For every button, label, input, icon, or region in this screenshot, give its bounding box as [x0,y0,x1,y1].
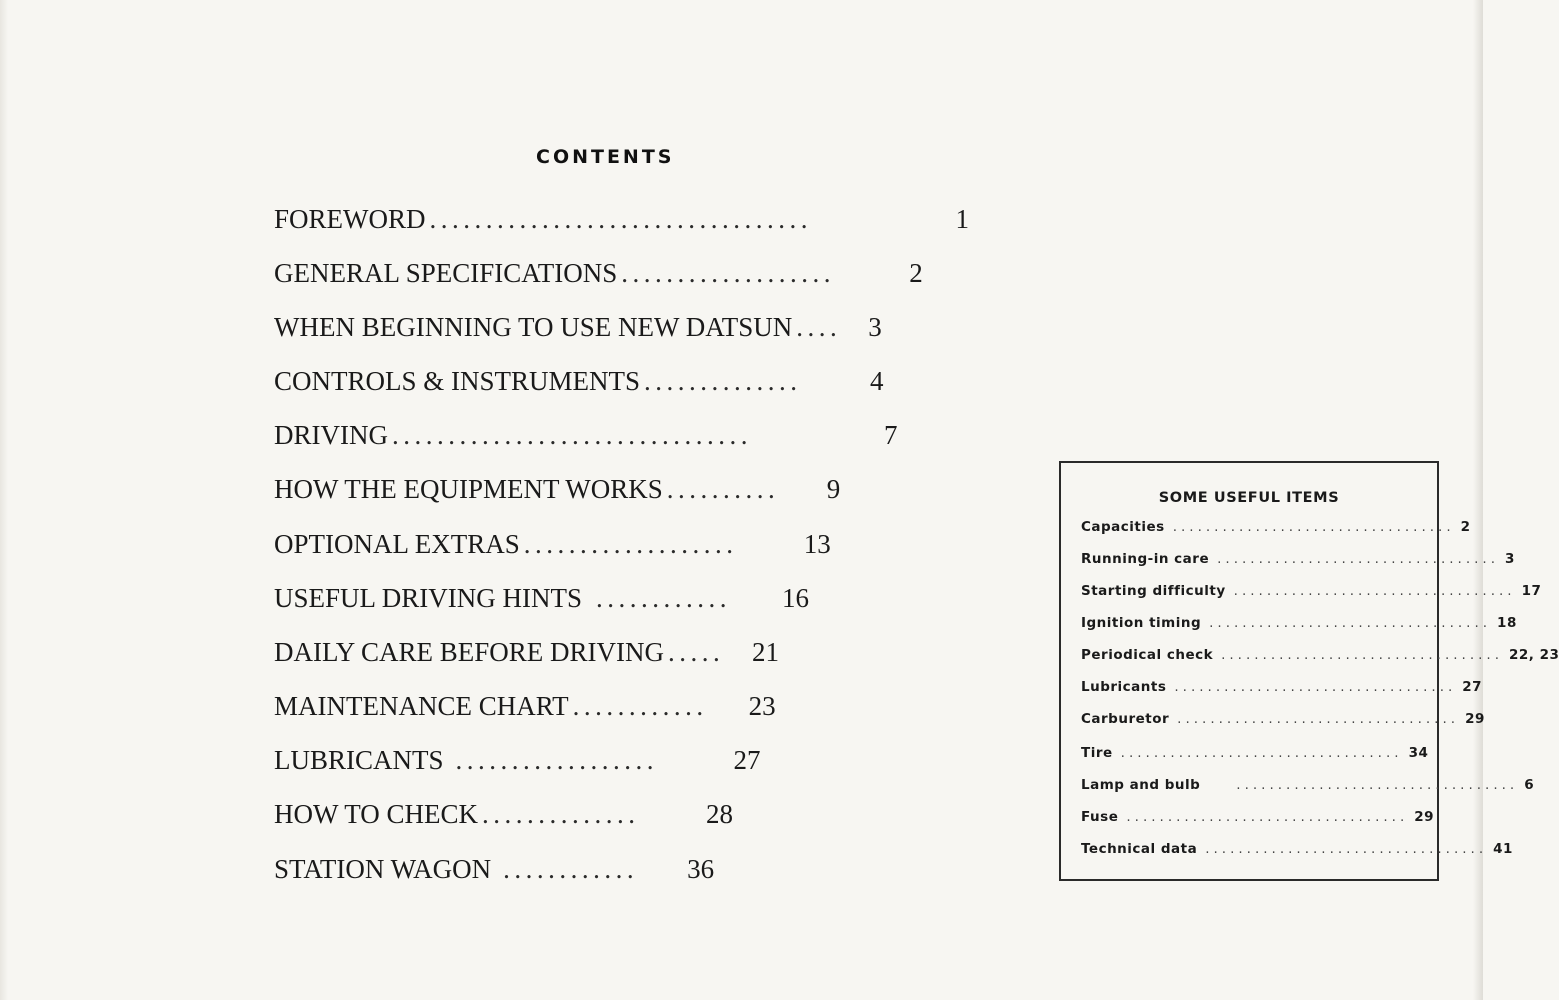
useful-item [1081,777,1535,799]
useful-item-page: 17 [1521,583,1542,599]
toc-leader-dots: .................. [455,745,659,775]
toc-leader-dots: ............ [596,583,731,613]
useful-item [1081,551,1515,573]
contents-title: CONTENTS [536,146,675,168]
useful-item-page: 34 [1408,745,1429,761]
useful-item [1081,745,1429,767]
useful-item-dots: .................................. [1217,551,1500,567]
useful-item-dots: .................................. [1221,647,1503,663]
toc-entry-page: 3 [868,312,882,342]
useful-item [1081,841,1513,863]
useful-item-dots: .................................. [1209,615,1492,631]
toc-leader-dots: ............ [503,854,639,884]
toc-entry-title: LUBRICANTS [274,745,444,775]
useful-item-page: 6 [1524,777,1535,793]
useful-item-page: 2 [1460,519,1471,535]
toc-entry-page: 36 [687,854,715,884]
toc-entry [274,583,809,619]
toc-entry [274,799,733,835]
toc-entry [274,366,884,402]
useful-item-label: Technical data [1081,841,1198,857]
useful-items-title: SOME USEFUL ITEMS [1158,490,1340,506]
toc-leader-dots: .............. [644,366,802,396]
toc-entry-page: 1 [955,204,970,234]
toc-entry [274,420,898,456]
toc-leader-dots: .... [796,312,842,342]
useful-item [1081,647,1559,669]
toc-leader-dots: ................................ [392,420,752,450]
useful-item-label: Periodical check [1081,647,1214,663]
toc-entry-title: USEFUL DRIVING HINTS [274,583,582,613]
toc-entry-page: 23 [748,691,776,721]
toc-entry-page: 4 [870,366,884,396]
toc-entry-title: DAILY CARE BEFORE DRIVING [274,637,665,667]
toc-entry-page: 9 [826,474,841,504]
page-edge-left [0,0,8,1000]
toc-entry-page: 21 [752,637,780,667]
useful-item [1081,615,1517,637]
useful-item-label: Capacities [1081,519,1165,535]
toc-entry [274,474,840,510]
toc-leader-dots: ................... [523,529,738,559]
toc-entry [274,258,923,294]
toc-entry-title: HOW THE EQUIPMENT WORKS [274,474,663,504]
toc-entry-page: 27 [733,745,761,775]
toc-entry [274,529,831,565]
useful-item-label: Running-in care [1081,551,1210,567]
toc-entry [274,312,882,348]
useful-item-dots: .................................. [1172,519,1455,535]
toc-entry-page: 16 [782,583,809,613]
toc-entry [274,691,776,727]
useful-item-page: 29 [1414,809,1435,825]
useful-item-label: Carburetor [1081,711,1170,727]
useful-item-page: 22, 23 [1509,647,1559,663]
useful-item-label: Fuse [1081,809,1119,825]
useful-item-page: 41 [1493,841,1513,857]
useful-item-page: 18 [1497,615,1517,631]
toc-entry-title: STATION WAGON [274,854,492,884]
useful-item-label: Tire [1081,745,1113,761]
useful-item [1081,583,1542,605]
toc-entry-page: 2 [909,258,923,288]
toc-entry [274,745,761,781]
toc-entry [274,854,714,890]
useful-item-label: Ignition timing [1081,615,1202,631]
toc-entry-title: FOREWORD [274,204,426,234]
useful-item-page: 3 [1505,551,1515,567]
toc-leader-dots: ..... [668,637,725,667]
toc-leader-dots: ............ [572,691,708,721]
toc-entry-page: 13 [803,529,831,559]
useful-item [1081,519,1471,541]
useful-item-label: Lubricants [1081,679,1167,695]
toc-entry [274,637,779,673]
useful-item [1081,711,1485,733]
toc-entry-title: OPTIONAL EXTRAS [274,529,520,559]
useful-item-dots: .................................. [1120,745,1403,761]
useful-item-dots: .................................. [1126,809,1409,825]
toc-entry [274,204,969,240]
useful-item-dots: .................................. [1174,679,1457,695]
useful-item-label: Lamp and bulb [1081,777,1201,793]
toc-leader-dots: ................... [621,258,836,288]
useful-item-label: Starting difficulty [1081,583,1226,599]
useful-item [1081,679,1483,701]
useful-item-page: 29 [1465,711,1485,727]
useful-item-dots: .................................. [1236,777,1519,793]
useful-item-dots: .................................. [1233,583,1516,599]
useful-item-page: 27 [1462,679,1483,695]
toc-entry-title: GENERAL SPECIFICATIONS [274,258,618,288]
useful-item-dots: .................................. [1205,841,1488,857]
toc-leader-dots: .......... [666,474,780,504]
toc-entry-title: CONTROLS & INSTRUMENTS [274,366,641,396]
toc-entry-title: WHEN BEGINNING TO USE NEW DATSUN [274,312,793,342]
toc-entry-title: DRIVING [274,420,388,450]
toc-entry-page: 7 [884,420,898,450]
toc-entry-page: 28 [706,799,734,829]
toc-leader-dots: .............. [482,799,640,829]
toc-entry-title: HOW TO CHECK [274,799,479,829]
toc-leader-dots: .................................. [429,204,813,234]
useful-item [1081,809,1435,831]
useful-items-box [1059,461,1559,881]
toc-entry-title: MAINTENANCE CHART [274,691,569,721]
useful-item-dots: .................................. [1177,711,1460,727]
